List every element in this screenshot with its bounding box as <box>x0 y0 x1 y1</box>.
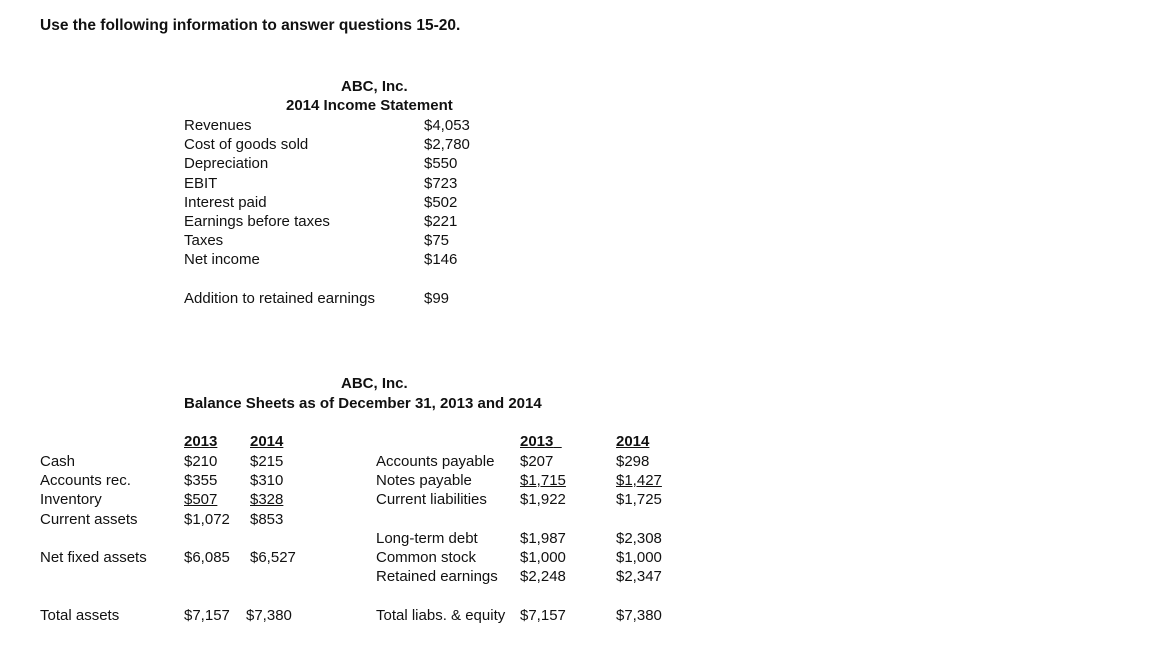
net-fixed-assets-label: Net fixed assets <box>40 549 147 566</box>
income-row-value: $4,053 <box>424 117 470 134</box>
asset-value-2014: $215 <box>250 453 284 470</box>
total-liabilities-equity-2013: $7,157 <box>520 607 566 624</box>
long-term-value-2013: $1,987 <box>520 530 566 547</box>
long-term-row-label: Retained earnings <box>376 568 498 586</box>
long-term-values-2013 <box>520 529 566 587</box>
asset-row-label: Inventory <box>40 491 102 509</box>
income-statement-company: ABC, Inc. <box>341 78 408 95</box>
retained-earnings-label: Addition to retained earnings <box>184 290 375 307</box>
long-term-labels <box>376 529 498 587</box>
income-statement-values <box>424 116 470 270</box>
asset-labels <box>40 452 138 529</box>
liability-row-label: Accounts payable <box>376 453 495 470</box>
total-assets-label: Total assets <box>40 607 120 624</box>
total-assets-2013: $7,157 <box>184 607 230 624</box>
net-fixed-assets-2013: $6,085 <box>184 549 230 566</box>
long-term-row-label: Common stock <box>376 549 477 567</box>
income-row-label: Net income <box>184 251 260 269</box>
net-fixed-assets-2014: $6,527 <box>250 549 296 566</box>
asset-values-2013 <box>184 452 230 529</box>
asset-value-2013: $507 <box>184 491 218 509</box>
balance-sheet-company: ABC, Inc. <box>341 375 408 392</box>
income-row-value: $2,780 <box>424 136 470 154</box>
total-liabilities-equity-label: Total liabs. & equity <box>376 607 506 624</box>
liability-value-2013: $1,715 <box>520 472 566 490</box>
long-term-row-label: Long-term debt <box>376 530 478 547</box>
income-row-value: $723 <box>424 174 458 192</box>
long-term-value-2013: $2,248 <box>520 568 566 586</box>
liabilities-year-2014-header: 2014 <box>616 433 650 450</box>
income-row-value: $146 <box>424 251 458 269</box>
asset-value-2013: $355 <box>184 472 218 490</box>
total-assets-2014: $7,380 <box>246 607 292 624</box>
long-term-value-2013: $1,000 <box>520 549 566 567</box>
asset-value-2014: $328 <box>250 491 284 509</box>
income-row-label: Earnings before taxes <box>184 212 330 230</box>
liability-value-2014: $1,427 <box>616 472 662 490</box>
income-row-value: $221 <box>424 212 458 230</box>
liability-value-2013: $207 <box>520 453 554 470</box>
liability-row-label: Notes payable <box>376 472 472 490</box>
income-row-label: Revenues <box>184 117 252 134</box>
long-term-value-2014: $2,308 <box>616 530 662 547</box>
instruction-text: Use the following information to answer questions 15-20. <box>40 17 461 34</box>
assets-year-2013-header: 2013 <box>184 433 218 450</box>
income-row-value: $502 <box>424 193 458 211</box>
liabilities-year-2013-text: 2013 <box>520 433 554 450</box>
income-statement-labels <box>184 116 330 270</box>
total-liabilities-equity-2014: $7,380 <box>616 607 662 624</box>
liability-value-2013: $1,922 <box>520 491 566 509</box>
income-row-label: Cost of goods sold <box>184 136 309 154</box>
long-term-value-2014: $2,347 <box>616 568 662 586</box>
income-row-value: $550 <box>424 155 458 173</box>
liability-value-2014: $1,725 <box>616 491 662 509</box>
asset-row-label: Accounts rec. <box>40 472 131 490</box>
balance-sheet-title: Balance Sheets as of December 31, 2013 and 2014 <box>184 395 542 412</box>
income-row-label: Taxes <box>184 232 224 250</box>
liability-values-2013 <box>520 452 566 510</box>
asset-value-2014: $310 <box>250 472 284 490</box>
income-row-label: Interest paid <box>184 193 267 211</box>
liability-value-2014: $298 <box>616 453 650 470</box>
long-term-values-2014 <box>616 529 662 587</box>
liabilities-year-2013-header <box>520 433 562 450</box>
liability-labels <box>376 452 494 510</box>
retained-earnings-value: $99 <box>424 290 450 307</box>
income-row-label: Depreciation <box>184 155 269 173</box>
liability-values-2014 <box>616 452 662 510</box>
asset-value-2013: $210 <box>184 453 218 470</box>
liability-row-label: Current liabilities <box>376 491 487 509</box>
asset-value-2014: $853 <box>250 510 284 528</box>
asset-row-label: Cash <box>40 453 76 470</box>
asset-values-2014 <box>250 452 283 529</box>
income-row-label: EBIT <box>184 174 218 192</box>
asset-row-label: Current assets <box>40 510 138 528</box>
assets-year-2014-header: 2014 <box>250 433 284 450</box>
asset-value-2013: $1,072 <box>184 510 230 528</box>
long-term-value-2014: $1,000 <box>616 549 662 567</box>
income-row-value: $75 <box>424 232 450 250</box>
income-statement-title: 2014 Income Statement <box>286 97 453 114</box>
